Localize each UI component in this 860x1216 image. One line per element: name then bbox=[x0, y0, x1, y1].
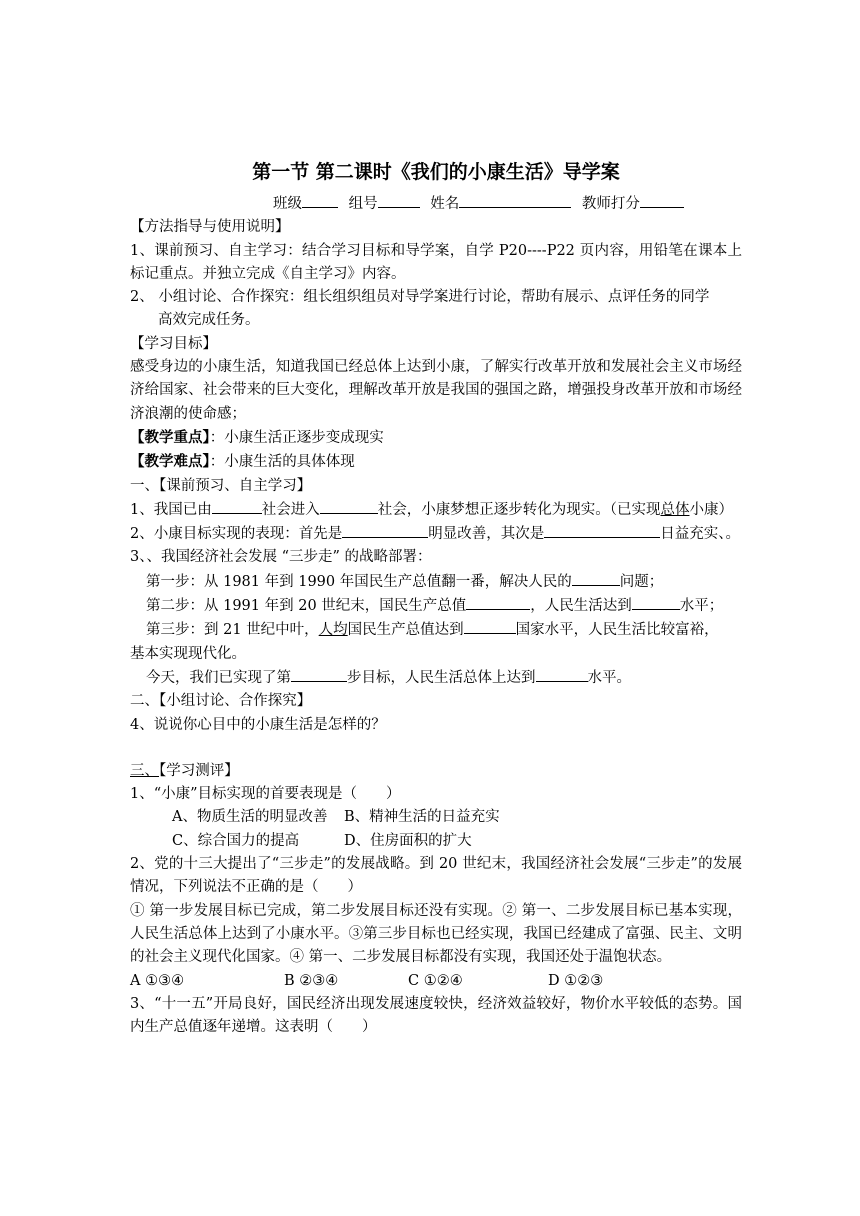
class-label: 班级 bbox=[273, 196, 302, 212]
class-blank[interactable] bbox=[302, 192, 338, 208]
question-2 bbox=[130, 522, 742, 546]
q1-blank-1[interactable] bbox=[212, 498, 262, 514]
score-label: 教师打分 bbox=[581, 196, 640, 212]
today-text-a: 今天，我们已实现了第 bbox=[146, 669, 291, 686]
name-label: 姓名 bbox=[430, 196, 460, 212]
step1-blank[interactable] bbox=[572, 570, 620, 586]
q2-blank-1[interactable] bbox=[342, 522, 428, 538]
today-text-c: 水平。 bbox=[587, 669, 631, 686]
answer-space[interactable] bbox=[130, 737, 742, 760]
method-item-2-cont: 高效完成任务。 bbox=[158, 312, 260, 329]
test-1-option-d[interactable]: D、住房面积的扩大 bbox=[344, 832, 472, 849]
test-2: 2、党的十三大提出了“三步走”的发展战略。到 20 世纪末，我国经济社会发展“三步走”的发展情况，下列说法不正确的是（ ） bbox=[130, 856, 742, 896]
q1-text-a: 1、我国已由 bbox=[130, 501, 212, 518]
today-blank-1[interactable] bbox=[291, 666, 347, 682]
worksheet-page bbox=[130, 156, 742, 1039]
q2-blank-2[interactable] bbox=[544, 522, 660, 538]
method-heading: 【方法指导与使用说明】 bbox=[130, 219, 290, 236]
test-1: 1、“小康”目标实现的首要表现是（ ） bbox=[130, 786, 401, 803]
step3-text-b: 人均 bbox=[318, 622, 348, 639]
step-2 bbox=[130, 594, 742, 618]
section-1-heading: 一、【课前预习、自主学习】 bbox=[130, 477, 312, 494]
score-blank[interactable] bbox=[640, 192, 684, 208]
goal-heading: 【学习目标】 bbox=[130, 335, 217, 352]
test-1-options-row-1 bbox=[130, 806, 742, 829]
page-title: 第一节 第二课时《我们的小康生活》导学案 bbox=[252, 161, 620, 183]
q1-blank-2[interactable] bbox=[320, 498, 378, 514]
step3-text-d: 国家水平，人民生活比较富裕， bbox=[515, 622, 719, 639]
goal-text: 感受身边的小康生活，知道我国已经总体上达到小康，了解实行改革开放和发展社会主义市场经济给国家、社会带来的巨大变化，理解改革开放是我国的强国之路，增强投身改革开放和市场经济浪潮的使命感； bbox=[130, 359, 742, 422]
section-3-heading bbox=[130, 760, 742, 783]
step-3 bbox=[130, 618, 742, 642]
step3-text-c: 国民生产总值达到 bbox=[347, 622, 464, 639]
q2-text-c: 日益充实、。 bbox=[660, 526, 740, 543]
step1-text-a: 第一步：从 1981 年到 1990 年国民生产总值翻一番，解决人民的 bbox=[146, 573, 572, 590]
test-3: 3、“十一五”开局良好，国民经济出现发展速度较快，经济效益较好，物价水平较低的态势。国内生产总值逐年递增。这表明（ ） bbox=[130, 995, 742, 1036]
difficult-label: 【教学难点】 bbox=[130, 453, 210, 471]
today-text-b: 步目标，人民生活总体上达到 bbox=[347, 669, 536, 686]
step-1 bbox=[130, 570, 742, 594]
test-2-option-d[interactable]: D ①②③ bbox=[548, 972, 604, 989]
step2-text-c: 水平； bbox=[679, 598, 724, 615]
step2-text-a: 第二步：从 1991 年到 20 世纪末，国民生产总值 bbox=[146, 598, 467, 615]
q2-text-b: 明显改善，其次是 bbox=[428, 526, 545, 543]
student-info-row bbox=[130, 192, 742, 216]
test-2-option-b[interactable]: B ②③④ bbox=[284, 972, 339, 989]
q1-text-b: 社会进入 bbox=[261, 501, 320, 518]
step-3-cont: 基本实现现代化。 bbox=[130, 645, 246, 662]
test-2-options bbox=[130, 970, 742, 993]
question-3: 3、、我国经济社会发展 “三步走” 的战略部署： bbox=[130, 549, 432, 566]
method-item-1: 1、课前预习、自主学习：结合学习目标和导学案，自学 P20----P22 页内容，用铅笔在课本上标记重点。并独立完成《自主学习》内容。 bbox=[130, 242, 742, 282]
test-2-option-a[interactable]: A ①③④ bbox=[130, 972, 185, 989]
step2-blank-2[interactable] bbox=[632, 594, 680, 610]
difficult-text: ：小康生活的具体体现 bbox=[209, 454, 355, 471]
key-text: ：小康生活正逐步变成现实 bbox=[209, 429, 384, 446]
q1-text-c: 社会，小康梦想正逐步转化为现实。（已实现 bbox=[377, 501, 661, 518]
section-3-title: 【学习测评】 bbox=[159, 762, 239, 779]
test-1-option-c[interactable]: C、综合国力的提高 bbox=[172, 832, 300, 849]
today-statement bbox=[130, 666, 742, 690]
key-point bbox=[130, 426, 742, 450]
test-1-options-row-2 bbox=[130, 830, 742, 853]
name-blank[interactable] bbox=[459, 192, 571, 208]
question-4: 4、说说你心目中的小康生活是怎样的？ bbox=[130, 716, 386, 733]
q1-text-d: 总体 bbox=[660, 501, 690, 518]
question-1 bbox=[130, 498, 742, 522]
step3-blank[interactable] bbox=[464, 618, 516, 634]
step1-text-b: 问题； bbox=[619, 573, 664, 590]
section-2-heading: 二、【小组讨论、合作探究】 bbox=[130, 693, 312, 710]
test-2-option-c[interactable]: C ①②④ bbox=[408, 972, 463, 989]
key-label: 【教学重点】 bbox=[130, 428, 210, 446]
difficult-point bbox=[130, 450, 742, 474]
q1-text-e: 小康） bbox=[689, 501, 733, 518]
group-label: 组号 bbox=[348, 196, 378, 212]
method-item-2: 2、 小组讨论、合作探究：组长组织组员对导学案进行讨论，帮助有展示、点评任务的同学 bbox=[130, 289, 710, 306]
section-3-number: 三、 bbox=[130, 762, 159, 779]
step3-text-a: 第三步：到 21 世纪中叶， bbox=[146, 622, 319, 639]
test-2-body: ① 第一步发展目标已完成，第二步发展目标还没有实现。② 第一、二步发展目标已基本实现，人民生活总体上达到了小康水平。③第三步目标也已经实现，我国已经建成了富强、民主、文明的社会主义现代化国家。④ 第一、二步发展目标都没有实现，我国还处于温饱状态。 bbox=[130, 902, 742, 966]
group-blank[interactable] bbox=[378, 192, 420, 208]
test-1-option-a[interactable]: A、物质生活的明显改善 bbox=[172, 809, 328, 826]
test-1-option-b[interactable]: B、精神生活的日益充实 bbox=[344, 809, 500, 826]
q2-text-a: 2、小康目标实现的表现：首先是 bbox=[130, 526, 343, 543]
today-blank-2[interactable] bbox=[536, 666, 588, 682]
step2-text-b: ，人民生活达到 bbox=[530, 598, 632, 615]
step2-blank-1[interactable] bbox=[466, 594, 530, 610]
